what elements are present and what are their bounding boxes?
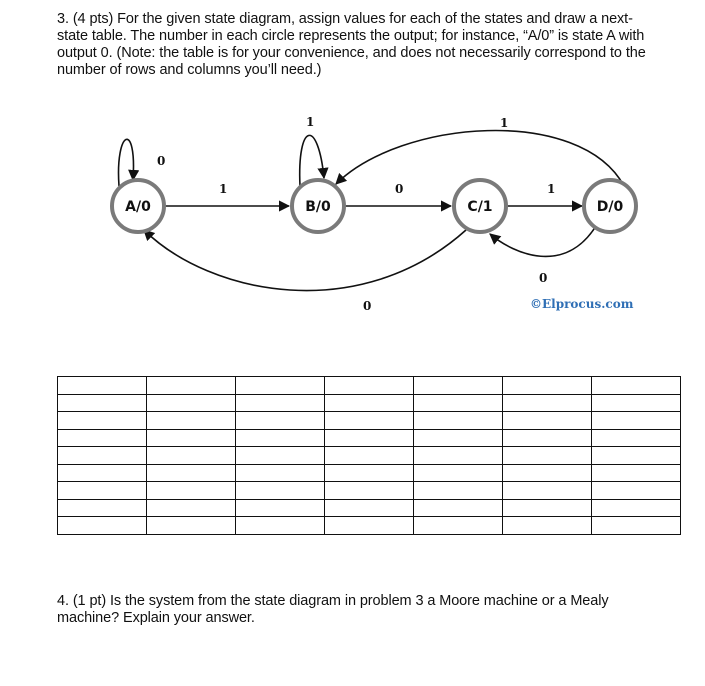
table-cell[interactable] xyxy=(414,429,503,447)
table-cell[interactable] xyxy=(503,482,592,500)
table-cell[interactable] xyxy=(592,447,681,465)
table-cell[interactable] xyxy=(414,464,503,482)
question-3 xyxy=(57,11,677,79)
table-cell[interactable] xyxy=(58,517,147,535)
question-3-line: state table. The number in each circle represents the output; for instance, “A/0” is state A with xyxy=(57,28,645,44)
table-cell[interactable] xyxy=(147,377,236,395)
table-cell[interactable] xyxy=(58,429,147,447)
question-3-line: 3. (4 pts) For the given state diagram, assign values for each of the states and draw a next- xyxy=(57,11,633,27)
table-cell[interactable] xyxy=(592,499,681,517)
table-cell[interactable] xyxy=(58,499,147,517)
table-body xyxy=(58,377,681,535)
table-cell[interactable] xyxy=(147,464,236,482)
table-row xyxy=(58,499,681,517)
table-cell[interactable] xyxy=(414,394,503,412)
state-a xyxy=(112,180,164,232)
table-cell[interactable] xyxy=(236,517,325,535)
table-cell[interactable] xyxy=(503,377,592,395)
edge-d-to-b xyxy=(336,131,624,186)
table-cell[interactable] xyxy=(236,394,325,412)
table-cell[interactable] xyxy=(236,429,325,447)
table-cell[interactable] xyxy=(503,517,592,535)
state-b xyxy=(292,180,344,232)
question-4-line: 4. (1 pt) Is the system from the state diagram in problem 3 a Moore machine or a Mealy xyxy=(57,593,609,609)
table-cell[interactable] xyxy=(503,447,592,465)
table-cell[interactable] xyxy=(58,394,147,412)
question-4-line: machine? Explain your answer. xyxy=(57,610,255,626)
table-cell[interactable] xyxy=(592,482,681,500)
table-cell[interactable] xyxy=(325,499,414,517)
table-cell[interactable] xyxy=(58,464,147,482)
table-cell[interactable] xyxy=(236,447,325,465)
table-cell[interactable] xyxy=(592,412,681,430)
table-cell[interactable] xyxy=(236,377,325,395)
table-cell[interactable] xyxy=(236,482,325,500)
label-c-to-a: 0 xyxy=(363,299,372,313)
table-cell[interactable] xyxy=(147,482,236,500)
table-cell[interactable] xyxy=(325,412,414,430)
question-3-line: output 0. (Note: the table is for your convenience, and does not necessarily correspond to the xyxy=(57,45,646,61)
table-cell[interactable] xyxy=(147,394,236,412)
edge-c-to-a xyxy=(144,230,466,291)
table-cell[interactable] xyxy=(325,429,414,447)
table-cell[interactable] xyxy=(58,412,147,430)
table-cell[interactable] xyxy=(236,412,325,430)
table-cell[interactable] xyxy=(325,447,414,465)
table-cell[interactable] xyxy=(414,377,503,395)
table-cell[interactable] xyxy=(58,482,147,500)
label-a-to-b: 1 xyxy=(219,182,228,196)
table-row xyxy=(58,447,681,465)
table-cell[interactable] xyxy=(325,377,414,395)
table-cell[interactable] xyxy=(147,517,236,535)
table-cell[interactable] xyxy=(414,517,503,535)
question-4 xyxy=(57,593,657,627)
table-cell[interactable] xyxy=(325,482,414,500)
label-d-to-b: 1 xyxy=(500,116,509,130)
table-cell[interactable] xyxy=(592,394,681,412)
state-d-label: D/0 xyxy=(596,199,624,215)
state-c-label: C/1 xyxy=(467,199,493,215)
label-b-self: 1 xyxy=(306,115,315,129)
table-cell[interactable] xyxy=(414,447,503,465)
table-row xyxy=(58,517,681,535)
table-cell[interactable] xyxy=(503,412,592,430)
label-c-to-d: 1 xyxy=(547,182,556,196)
table-cell[interactable] xyxy=(592,429,681,447)
label-b-to-c: 0 xyxy=(395,182,404,196)
table-cell[interactable] xyxy=(325,517,414,535)
table-cell[interactable] xyxy=(58,447,147,465)
state-b-label: B/0 xyxy=(305,199,331,215)
table-row xyxy=(58,482,681,500)
label-a-self: 0 xyxy=(157,154,166,168)
table-cell[interactable] xyxy=(592,377,681,395)
table-cell[interactable] xyxy=(147,447,236,465)
table-cell[interactable] xyxy=(503,429,592,447)
label-d-to-c: 0 xyxy=(539,271,548,285)
table-row xyxy=(58,394,681,412)
table-row xyxy=(58,464,681,482)
table-cell[interactable] xyxy=(147,499,236,517)
table-row xyxy=(58,429,681,447)
table-cell[interactable] xyxy=(592,517,681,535)
table-cell[interactable] xyxy=(414,412,503,430)
state-d xyxy=(584,180,636,232)
table-cell[interactable] xyxy=(414,499,503,517)
table-cell[interactable] xyxy=(236,499,325,517)
table-cell[interactable] xyxy=(147,429,236,447)
state-diagram xyxy=(0,100,705,325)
table-cell[interactable] xyxy=(503,394,592,412)
table-cell[interactable] xyxy=(325,394,414,412)
table-cell[interactable] xyxy=(503,499,592,517)
table-cell[interactable] xyxy=(592,464,681,482)
table-cell[interactable] xyxy=(236,464,325,482)
watermark: ©Elprocus.com xyxy=(530,297,634,311)
edge-d-to-c xyxy=(490,226,596,256)
table-cell[interactable] xyxy=(503,464,592,482)
table-cell[interactable] xyxy=(414,482,503,500)
table-cell[interactable] xyxy=(325,464,414,482)
next-state-table xyxy=(57,376,681,535)
table-row xyxy=(58,412,681,430)
table-row xyxy=(58,377,681,395)
state-a-label: A/0 xyxy=(125,199,151,215)
state-c xyxy=(454,180,506,232)
question-3-line: number of rows and columns you’ll need.) xyxy=(57,62,322,78)
table-cell[interactable] xyxy=(147,412,236,430)
table-cell[interactable] xyxy=(58,377,147,395)
